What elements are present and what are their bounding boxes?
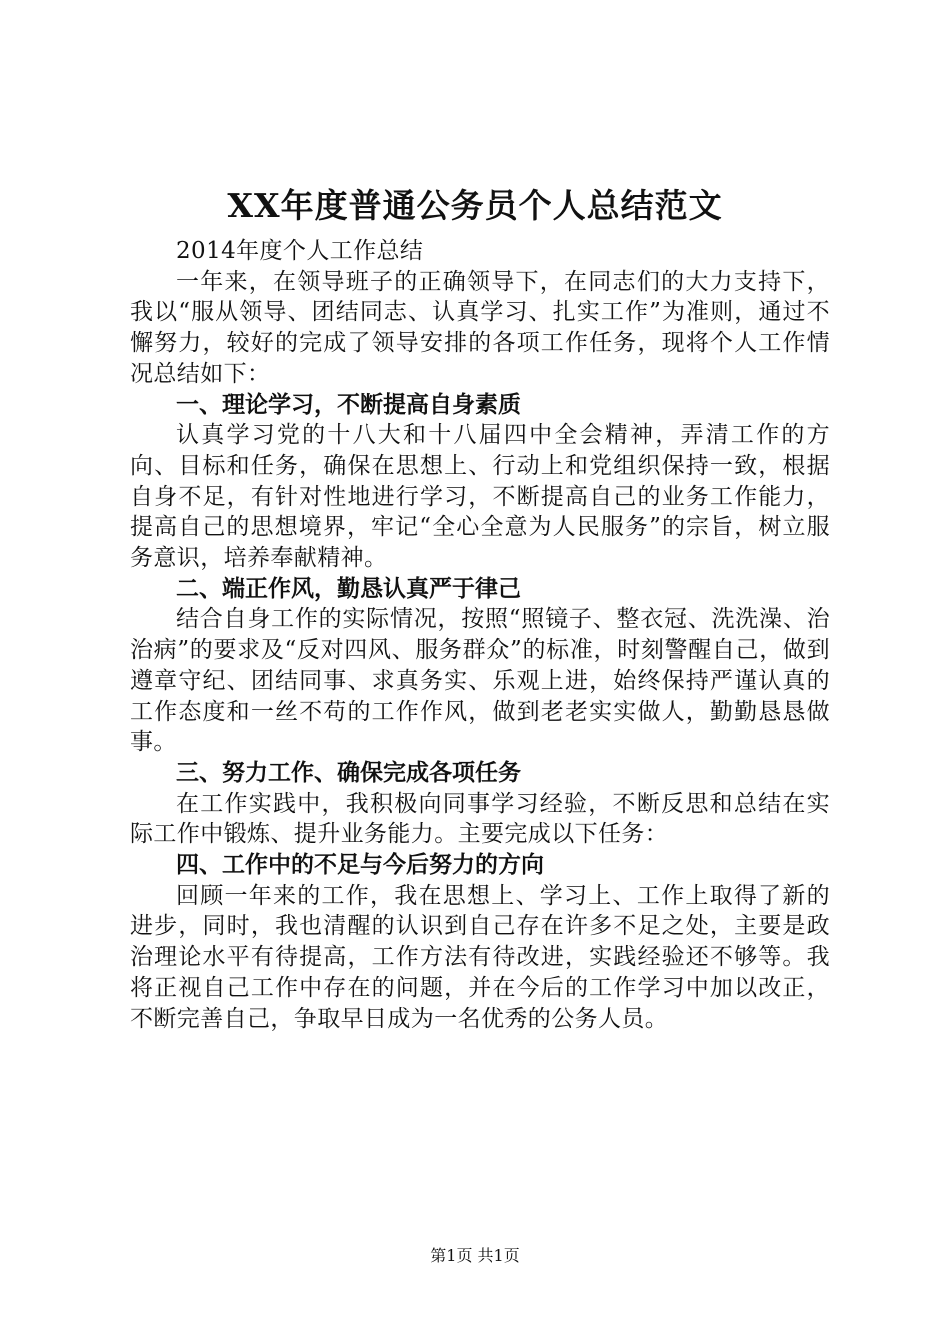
document-body	[130, 236, 830, 1034]
section-text-4: 回顾一年来的工作，我在思想上、学习上、工作上取得了新的进步，同时，我也清醒的认识到自己存在许多不足之处，主要是政治理论水平有待提高，工作方法有待改进，实践经验还不够等。我将正视自己工作中存在的问题，并在今后的工作学习中加以改正，不断完善自己，争取早日成为一名优秀的公务人员。	[130, 882, 830, 1032]
section-heading-3: 三、努力工作、确保完成各项任务	[176, 759, 521, 786]
section-text-2: 结合自身工作的实际情况，按照“照镜子、整衣冠、洗洗澡、治治病”的要求及“反对四风、服务群众”的标准，时刻警醒自己，做到遵章守纪、团结同事、求真务实、乐观上进，始终保持严谨认真的工作态度和一丝不苟的工作作风，做到老老实实做人，勤勤恳恳做事。	[130, 606, 830, 756]
document-title: XX年度普通公务员个人总结范文	[227, 186, 723, 225]
section-heading-2: 二、端正作风，勤恳认真严于律己	[176, 575, 521, 602]
page-number-footer: 第1页 共1页	[430, 1246, 520, 1265]
section-text-1: 认真学习党的十八大和十八届四中全会精神，弄清工作的方向、目标和任务，确保在思想上、行动上和党组织保持一致，根据自身不足，有针对性地进行学习，不断提高自己的业务工作能力，提高自己的思想境界，牢记“全心全意为人民服务”的宗旨，树立服务意识，培养奉献精神。	[130, 422, 830, 572]
subtitle-paragraph: 2014年度个人工作总结	[176, 238, 424, 264]
section-heading-1: 一、理论学习，不断提高自身素质	[176, 391, 521, 418]
intro-paragraph: 一年来，在领导班子的正确领导下，在同志们的大力支持下，我以“服从领导、团结同志、认真学习、扎实工作”为准则，通过不懈努力，较好的完成了领导安排的各项工作任务，现将个人工作情况总结如下：	[130, 268, 830, 387]
section-text-3: 在工作实践中，我积极向同事学习经验，不断反思和总结在实际工作中锻炼、提升业务能力。主要完成以下任务：	[130, 790, 830, 848]
section-heading-4: 四、工作中的不足与今后努力的方向	[176, 852, 544, 879]
